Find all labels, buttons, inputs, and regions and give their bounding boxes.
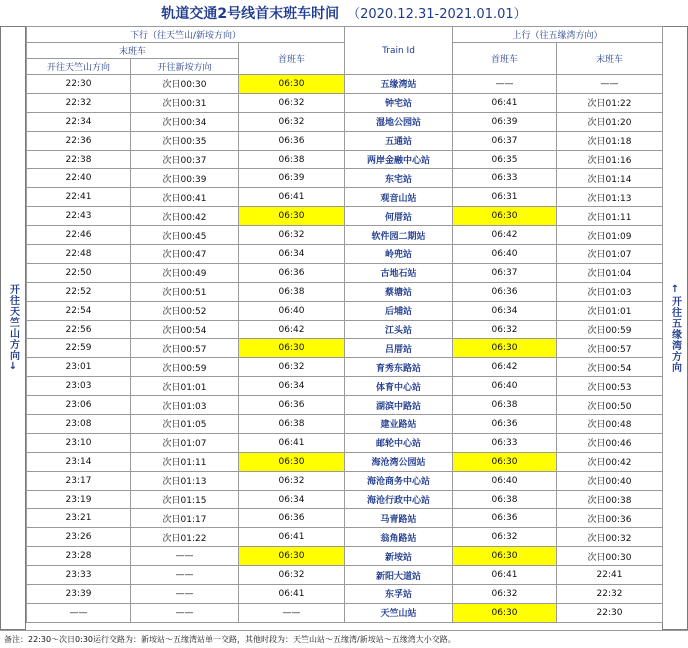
cell-station: 马青路站 (345, 509, 453, 528)
cell-last-xinan: 次日01:15 (131, 490, 239, 509)
cell-down-first: 06:32 (239, 471, 345, 490)
table-row (27, 603, 663, 622)
cell-down-first: 06:41 (239, 433, 345, 452)
cell-station: 东孚站 (345, 585, 453, 604)
cell-station: 吕厝站 (345, 339, 453, 358)
header-train-id: Train Id (345, 27, 453, 75)
cell-up-last: 次日01:11 (557, 207, 663, 226)
cell-down-first: 06:30 (239, 339, 345, 358)
cell-up-first: 06:41 (453, 566, 557, 585)
cell-last-xinan: 次日01:05 (131, 415, 239, 434)
cell-down-first: 06:32 (239, 93, 345, 112)
cell-up-last: 次日00:46 (557, 433, 663, 452)
table-row (27, 188, 663, 207)
cell-up-first: 06:39 (453, 112, 557, 131)
table-row (27, 112, 663, 131)
cell-up-last: 次日00:30 (557, 547, 663, 566)
table-row (27, 415, 663, 434)
cell-last-xinan: 次日01:22 (131, 528, 239, 547)
cell-down-first: 06:34 (239, 245, 345, 264)
footnote: 备注：22:30～次日0:30运行交路为：新垵站～五缘湾站单一交路，其他时段为：天竺山站～五缘湾/新垵站～五缘湾大小交路。 (0, 630, 688, 648)
cell-up-last: 次日01:01 (557, 301, 663, 320)
table-row (27, 509, 663, 528)
cell-up-first: 06:37 (453, 131, 557, 150)
cell-station: 钟宅站 (345, 93, 453, 112)
cell-last-xinan: 次日00:51 (131, 282, 239, 301)
cell-up-first: 06:33 (453, 433, 557, 452)
table-row (27, 320, 663, 339)
cell-last-xinan: —— (131, 566, 239, 585)
cell-up-last: 次日00:38 (557, 490, 663, 509)
cell-up-first: 06:30 (453, 452, 557, 471)
cell-last-tianzhushan: 23:39 (27, 585, 131, 604)
cell-station: 新垵站 (345, 547, 453, 566)
table-row (27, 490, 663, 509)
cell-last-tianzhushan: 22:43 (27, 207, 131, 226)
cell-last-xinan: 次日01:11 (131, 452, 239, 471)
cell-last-xinan: 次日00:41 (131, 188, 239, 207)
cell-last-tianzhushan: 22:36 (27, 131, 131, 150)
cell-down-first: 06:34 (239, 377, 345, 396)
cell-last-xinan: 次日01:07 (131, 433, 239, 452)
header-up: 上行（往五缘湾方向） (453, 27, 663, 43)
cell-up-first: 06:40 (453, 471, 557, 490)
cell-last-xinan: 次日01:01 (131, 377, 239, 396)
cell-last-tianzhushan: 23:28 (27, 547, 131, 566)
cell-last-xinan: —— (131, 547, 239, 566)
cell-last-xinan: 次日00:52 (131, 301, 239, 320)
cell-last-xinan: 次日00:59 (131, 358, 239, 377)
cell-station: 海沧行政中心站 (345, 490, 453, 509)
cell-up-last: 次日01:04 (557, 263, 663, 282)
cell-last-tianzhushan: 23:10 (27, 433, 131, 452)
cell-up-last: 次日01:09 (557, 226, 663, 245)
table-row (27, 226, 663, 245)
side-left-text: 开往天竺山方向↓ (7, 283, 19, 373)
table-row (27, 452, 663, 471)
cell-up-last: 次日00:50 (557, 396, 663, 415)
header-down: 下行（往天竺山/新垵方向） (27, 27, 345, 43)
cell-up-first: 06:36 (453, 415, 557, 434)
cell-up-first: 06:36 (453, 282, 557, 301)
table-row (27, 131, 663, 150)
cell-up-last: 次日01:16 (557, 150, 663, 169)
table-row (27, 377, 663, 396)
cell-up-last: 次日00:54 (557, 358, 663, 377)
cell-last-xinan: 次日01:17 (131, 509, 239, 528)
side-label-left (0, 26, 26, 630)
cell-last-tianzhushan: 23:17 (27, 471, 131, 490)
table-row (27, 547, 663, 566)
table-row (27, 150, 663, 169)
cell-down-first: —— (239, 603, 345, 622)
cell-last-xinan: 次日00:30 (131, 75, 239, 94)
cell-down-first: 06:36 (239, 509, 345, 528)
cell-up-first: 06:30 (453, 603, 557, 622)
cell-last-xinan: 次日00:35 (131, 131, 239, 150)
cell-up-last: 次日00:48 (557, 415, 663, 434)
cell-last-tianzhushan: 22:38 (27, 150, 131, 169)
cell-last-tianzhushan: 22:56 (27, 320, 131, 339)
cell-down-first: 06:38 (239, 150, 345, 169)
cell-station: 新阳大道站 (345, 566, 453, 585)
cell-last-tianzhushan: 22:59 (27, 339, 131, 358)
cell-station: 邮轮中心站 (345, 433, 453, 452)
cell-station: 后埔站 (345, 301, 453, 320)
cell-up-last: 22:30 (557, 603, 663, 622)
cell-down-first: 06:42 (239, 320, 345, 339)
table-row (27, 585, 663, 604)
cell-last-xinan: 次日00:34 (131, 112, 239, 131)
cell-last-xinan: 次日00:39 (131, 169, 239, 188)
cell-up-first: 06:32 (453, 320, 557, 339)
cell-down-first: 06:32 (239, 112, 345, 131)
table-row (27, 301, 663, 320)
cell-last-xinan: 次日01:13 (131, 471, 239, 490)
cell-up-first: 06:30 (453, 547, 557, 566)
cell-last-xinan: 次日00:31 (131, 93, 239, 112)
cell-down-first: 06:36 (239, 263, 345, 282)
cell-up-first: 06:34 (453, 301, 557, 320)
cell-up-first: 06:30 (453, 207, 557, 226)
cell-down-first: 06:32 (239, 566, 345, 585)
cell-last-tianzhushan: 23:26 (27, 528, 131, 547)
header-to-xinan: 开往新垵方向 (131, 59, 239, 75)
cell-last-tianzhushan: 23:06 (27, 396, 131, 415)
cell-up-last: 次日00:53 (557, 377, 663, 396)
cell-last-tianzhushan: 22:54 (27, 301, 131, 320)
timetable (26, 26, 663, 623)
cell-last-xinan: —— (131, 585, 239, 604)
cell-station: 何厝站 (345, 207, 453, 226)
cell-up-first: 06:40 (453, 377, 557, 396)
cell-last-xinan: 次日00:47 (131, 245, 239, 264)
cell-last-xinan: 次日00:49 (131, 263, 239, 282)
cell-down-first: 06:41 (239, 188, 345, 207)
cell-last-tianzhushan: 22:30 (27, 75, 131, 94)
cell-up-last: 次日01:14 (557, 169, 663, 188)
cell-up-first: 06:38 (453, 490, 557, 509)
cell-last-tianzhushan: 22:34 (27, 112, 131, 131)
cell-up-last: 次日00:40 (557, 471, 663, 490)
cell-down-first: 06:36 (239, 396, 345, 415)
cell-down-first: 06:36 (239, 131, 345, 150)
table-row (27, 566, 663, 585)
cell-down-first: 06:38 (239, 282, 345, 301)
cell-last-tianzhushan: 23:14 (27, 452, 131, 471)
cell-last-tianzhushan: 23:08 (27, 415, 131, 434)
table-row (27, 339, 663, 358)
header-to-tianzhushan: 开往天竺山方向 (27, 59, 131, 75)
table-row (27, 169, 663, 188)
cell-last-xinan: 次日00:42 (131, 207, 239, 226)
cell-down-first: 06:38 (239, 415, 345, 434)
cell-last-tianzhushan: 23:33 (27, 566, 131, 585)
cell-up-last: 次日01:13 (557, 188, 663, 207)
cell-down-first: 06:30 (239, 452, 345, 471)
side-right-text: ↑开往五缘湾方向 (669, 283, 681, 373)
date-range: （2020.12.31-2021.01.01） (347, 7, 527, 22)
cell-last-xinan: —— (131, 603, 239, 622)
cell-station: 江头站 (345, 320, 453, 339)
cell-up-first: 06:38 (453, 396, 557, 415)
cell-station: 五通站 (345, 131, 453, 150)
cell-station: 两岸金融中心站 (345, 150, 453, 169)
cell-station: 岭兜站 (345, 245, 453, 264)
table-row (27, 396, 663, 415)
table-row (27, 471, 663, 490)
cell-station: 湖滨中路站 (345, 396, 453, 415)
cell-station: 建业路站 (345, 415, 453, 434)
cell-up-first: 06:40 (453, 245, 557, 264)
table-row (27, 75, 663, 94)
cell-up-first: 06:36 (453, 509, 557, 528)
cell-last-xinan: 次日00:57 (131, 339, 239, 358)
cell-down-first: 06:40 (239, 301, 345, 320)
cell-last-tianzhushan: 23:19 (27, 490, 131, 509)
cell-last-tianzhushan: 22:46 (27, 226, 131, 245)
cell-up-first: 06:42 (453, 358, 557, 377)
cell-last-tianzhushan: 22:32 (27, 93, 131, 112)
cell-last-tianzhushan: 22:41 (27, 188, 131, 207)
cell-up-last: 次日01:03 (557, 282, 663, 301)
cell-up-last: 22:32 (557, 585, 663, 604)
header-up-first: 首班车 (453, 43, 557, 75)
cell-station: 湿地公园站 (345, 112, 453, 131)
table-row (27, 528, 663, 547)
header-down-last: 末班车 (27, 43, 239, 59)
cell-last-xinan: 次日00:37 (131, 150, 239, 169)
cell-up-first: 06:41 (453, 93, 557, 112)
cell-station: 体育中心站 (345, 377, 453, 396)
cell-up-last: 次日01:18 (557, 131, 663, 150)
cell-station: 五缘湾站 (345, 75, 453, 94)
table-row (27, 433, 663, 452)
cell-up-first: 06:37 (453, 263, 557, 282)
cell-up-first: 06:30 (453, 339, 557, 358)
cell-down-first: 06:39 (239, 169, 345, 188)
cell-last-tianzhushan: 23:03 (27, 377, 131, 396)
cell-up-first: —— (453, 75, 557, 94)
cell-station: 海沧湾公园站 (345, 452, 453, 471)
cell-up-last: 次日00:36 (557, 509, 663, 528)
header-down-first: 首班车 (239, 43, 345, 75)
cell-last-tianzhushan: 23:21 (27, 509, 131, 528)
table-row (27, 245, 663, 264)
cell-station: 天竺山站 (345, 603, 453, 622)
cell-station: 古地石站 (345, 263, 453, 282)
timetable-body (27, 75, 663, 623)
cell-last-xinan: 次日01:03 (131, 396, 239, 415)
cell-station: 蔡塘站 (345, 282, 453, 301)
cell-up-first: 06:42 (453, 226, 557, 245)
cell-down-first: 06:32 (239, 358, 345, 377)
cell-last-tianzhushan: 22:40 (27, 169, 131, 188)
cell-up-last: 22:41 (557, 566, 663, 585)
cell-last-xinan: 次日00:45 (131, 226, 239, 245)
table-row (27, 358, 663, 377)
side-label-right (662, 26, 688, 630)
cell-up-first: 06:32 (453, 528, 557, 547)
cell-up-last: —— (557, 75, 663, 94)
cell-down-first: 06:41 (239, 528, 345, 547)
cell-down-first: 06:30 (239, 547, 345, 566)
cell-down-first: 06:30 (239, 207, 345, 226)
cell-station: 东宅站 (345, 169, 453, 188)
cell-up-first: 06:31 (453, 188, 557, 207)
title-text: 轨道交通2号线首末班车时间 (161, 6, 340, 22)
cell-last-tianzhushan: 22:50 (27, 263, 131, 282)
cell-station: 翁角路站 (345, 528, 453, 547)
header-up-last: 末班车 (557, 43, 663, 75)
cell-station: 海沧商务中心站 (345, 471, 453, 490)
page-title (0, 0, 688, 26)
cell-station: 观音山站 (345, 188, 453, 207)
cell-up-last: 次日00:32 (557, 528, 663, 547)
table-row (27, 207, 663, 226)
cell-up-last: 次日01:22 (557, 93, 663, 112)
table-row (27, 263, 663, 282)
cell-down-first: 06:41 (239, 585, 345, 604)
cell-last-xinan: 次日00:54 (131, 320, 239, 339)
cell-last-tianzhushan: 22:48 (27, 245, 131, 264)
cell-down-first: 06:30 (239, 75, 345, 94)
cell-up-last: 次日01:07 (557, 245, 663, 264)
cell-station: 育秀东路站 (345, 358, 453, 377)
cell-up-first: 06:32 (453, 585, 557, 604)
cell-up-last: 次日00:57 (557, 339, 663, 358)
cell-up-first: 06:35 (453, 150, 557, 169)
table-row (27, 93, 663, 112)
cell-up-first: 06:33 (453, 169, 557, 188)
cell-up-last: 次日01:20 (557, 112, 663, 131)
cell-station: 软件园二期站 (345, 226, 453, 245)
cell-last-tianzhushan: —— (27, 603, 131, 622)
cell-up-last: 次日00:42 (557, 452, 663, 471)
cell-up-last: 次日00:59 (557, 320, 663, 339)
table-row (27, 282, 663, 301)
cell-last-tianzhushan: 22:52 (27, 282, 131, 301)
cell-down-first: 06:34 (239, 490, 345, 509)
cell-down-first: 06:32 (239, 226, 345, 245)
cell-last-tianzhushan: 23:01 (27, 358, 131, 377)
